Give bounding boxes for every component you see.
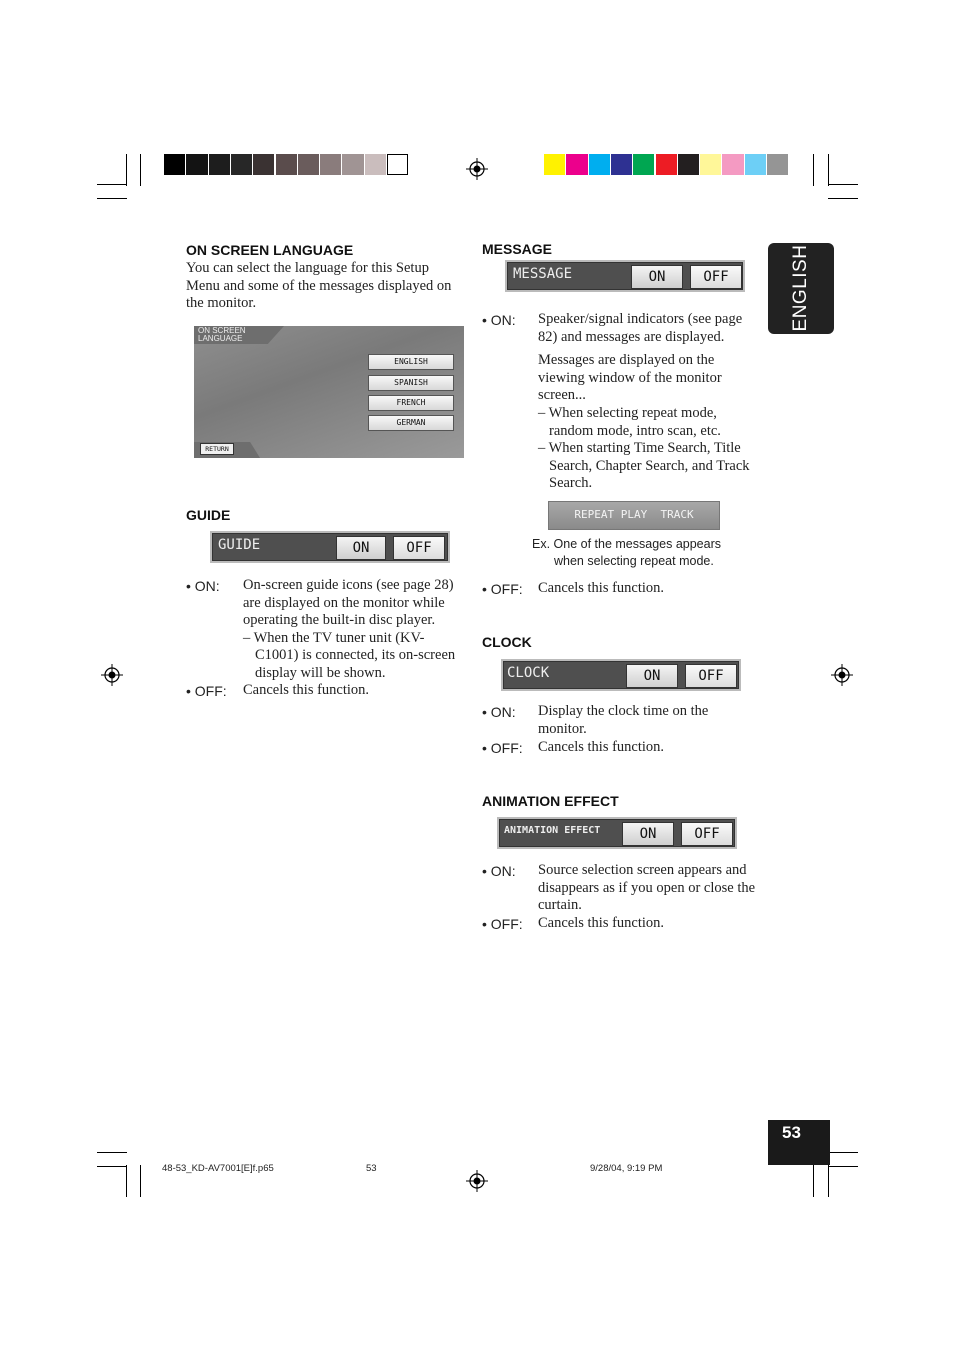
crop-mark <box>813 1165 814 1197</box>
language-option-spanish[interactable]: SPANISH <box>368 375 454 391</box>
crop-mark <box>828 1165 829 1197</box>
crop-mark <box>140 1165 141 1197</box>
caption-line: Ex. One of the messages appears <box>532 537 721 551</box>
language-osd-screen <box>194 326 464 458</box>
message-off-button[interactable]: OFF <box>690 265 742 289</box>
crop-mark <box>828 1166 858 1167</box>
option-key: OFF: <box>490 581 523 597</box>
bullet: • ON: <box>186 578 220 594</box>
footer-date: 9/28/04, 9:19 PM <box>590 1163 663 1174</box>
message-on-button[interactable]: ON <box>631 265 683 289</box>
registration-mark-icon <box>466 158 488 180</box>
color-swatch <box>209 154 230 175</box>
color-swatch <box>722 154 743 175</box>
option-key: OFF: <box>194 683 227 699</box>
color-swatch <box>745 154 766 175</box>
language-side-tab <box>768 243 834 334</box>
option-key: OFF: <box>490 916 523 932</box>
section-heading: ANIMATION EFFECT <box>482 793 619 809</box>
color-swatch <box>678 154 699 175</box>
footer-filename: 48-53_KD-AV7001[E]f.p65 <box>162 1163 274 1174</box>
option-subnote: – When starting Time Search, Title Search, Chapter Search, and Track Search. <box>538 440 750 492</box>
crop-mark <box>97 1166 127 1167</box>
bullet: • ON: <box>482 863 516 879</box>
option-text: Source selection screen appears and disappears as if you open or close the curtain. <box>538 862 756 914</box>
crop-mark <box>813 154 814 186</box>
option-text: Cancels this function. <box>538 580 665 596</box>
section-text: You can select the language for this Setup Menu and some of the messages displayed on the monitor. <box>186 260 452 312</box>
color-swatch <box>767 154 788 175</box>
color-swatch <box>253 154 274 175</box>
color-swatch <box>231 154 252 175</box>
caption-line: when selecting repeat mode. <box>554 553 714 568</box>
section-heading: CLOCK <box>482 634 532 650</box>
option-key: ON: <box>490 704 516 720</box>
bullet: • ON: <box>482 704 516 720</box>
option-text: Cancels this function. <box>243 682 370 698</box>
registration-mark-icon <box>101 664 123 686</box>
color-swatch <box>566 154 587 175</box>
option-key: OFF: <box>490 740 523 756</box>
language-side-tab-label: ENGLISH <box>790 244 811 332</box>
option-description <box>243 577 457 683</box>
option-key: ON: <box>490 863 516 879</box>
bullet: • OFF: <box>186 683 227 699</box>
animation-effect-osd-bar <box>497 817 737 849</box>
section-heading: MESSAGE <box>482 241 553 257</box>
color-swatch <box>544 154 565 175</box>
animation-off-button[interactable]: OFF <box>681 822 733 846</box>
crop-mark <box>97 198 127 199</box>
color-swatch <box>298 154 319 175</box>
section-heading: GUIDE <box>186 507 231 523</box>
language-option-french[interactable]: FRENCH <box>368 395 454 411</box>
crop-mark <box>97 184 127 185</box>
color-swatch <box>342 154 363 175</box>
language-option-german[interactable]: GERMAN <box>368 415 454 431</box>
option-text: On-screen guide icons (see page 28) are displayed on the monitor while operating the built-in disc player. <box>243 577 454 629</box>
guide-osd-bar <box>210 531 450 563</box>
osd-title-line: ON SCREEN <box>198 326 246 335</box>
example-caption <box>532 536 721 569</box>
guide-on-button[interactable]: ON <box>336 536 386 560</box>
repeat-play-example-osd <box>548 501 720 530</box>
bullet: • ON: <box>482 312 516 328</box>
crop-mark <box>828 1152 858 1153</box>
bullet: • OFF: <box>482 916 523 932</box>
osd-title-line: LANGUAGE <box>198 334 243 343</box>
registration-mark-icon <box>831 664 853 686</box>
registration-mark-icon <box>466 1170 488 1192</box>
page-number: 53 <box>782 1123 801 1142</box>
osd-title <box>198 327 246 343</box>
color-swatch <box>700 154 721 175</box>
option-text: Messages are displayed on the viewing window of the monitor screen... <box>538 352 722 404</box>
animation-on-button[interactable]: ON <box>622 822 674 846</box>
page-number-box <box>768 1120 830 1165</box>
option-text: Display the clock time on the monitor. <box>538 703 709 737</box>
osd-label: CLOCK <box>507 665 550 681</box>
color-swatch <box>611 154 632 175</box>
osd-label: GUIDE <box>218 537 261 553</box>
clock-osd-bar <box>501 659 741 691</box>
crop-mark <box>828 198 858 199</box>
osd-label: MESSAGE <box>513 266 573 282</box>
color-swatch <box>656 154 677 175</box>
example-osd-text: REPEAT PLAY TRACK <box>574 508 694 521</box>
option-description <box>538 311 752 493</box>
footer-page: 53 <box>366 1163 377 1174</box>
option-subnote: – When the TV tuner unit (KV-C1001) is connected, its on-screen display will be shown. <box>243 629 456 681</box>
option-text: Speaker/signal indicators (see page 82) and messages are displayed. <box>538 311 743 345</box>
crop-mark <box>828 184 858 185</box>
color-swatch <box>276 154 297 175</box>
color-swatch <box>633 154 654 175</box>
bullet: • OFF: <box>482 581 523 597</box>
crop-mark <box>828 154 829 186</box>
option-text: Cancels this function. <box>538 739 665 755</box>
color-swatch <box>164 154 185 175</box>
color-swatch <box>365 154 386 175</box>
section-heading: ON SCREEN LANGUAGE <box>186 242 354 258</box>
color-swatch <box>186 154 207 175</box>
message-osd-bar <box>505 260 745 292</box>
osd-label: ANIMATION EFFECT <box>504 825 601 836</box>
crop-mark <box>126 154 127 186</box>
option-key: ON: <box>194 578 220 594</box>
crop-mark <box>140 154 141 186</box>
color-swatch <box>387 154 408 175</box>
clock-off-button[interactable]: OFF <box>685 664 737 688</box>
color-swatch <box>320 154 341 175</box>
crop-mark <box>97 1152 127 1153</box>
option-subnote: – When selecting repeat mode, random mode, intro scan, etc. <box>538 404 721 439</box>
option-text: Cancels this function. <box>538 915 665 931</box>
return-button[interactable]: RETURN <box>200 443 234 455</box>
crop-mark <box>126 1165 127 1197</box>
color-swatch <box>589 154 610 175</box>
option-key: ON: <box>490 312 516 328</box>
bullet: • OFF: <box>482 740 523 756</box>
guide-off-button[interactable]: OFF <box>393 536 445 560</box>
language-option-english[interactable]: ENGLISH <box>368 354 454 370</box>
clock-on-button[interactable]: ON <box>626 664 678 688</box>
